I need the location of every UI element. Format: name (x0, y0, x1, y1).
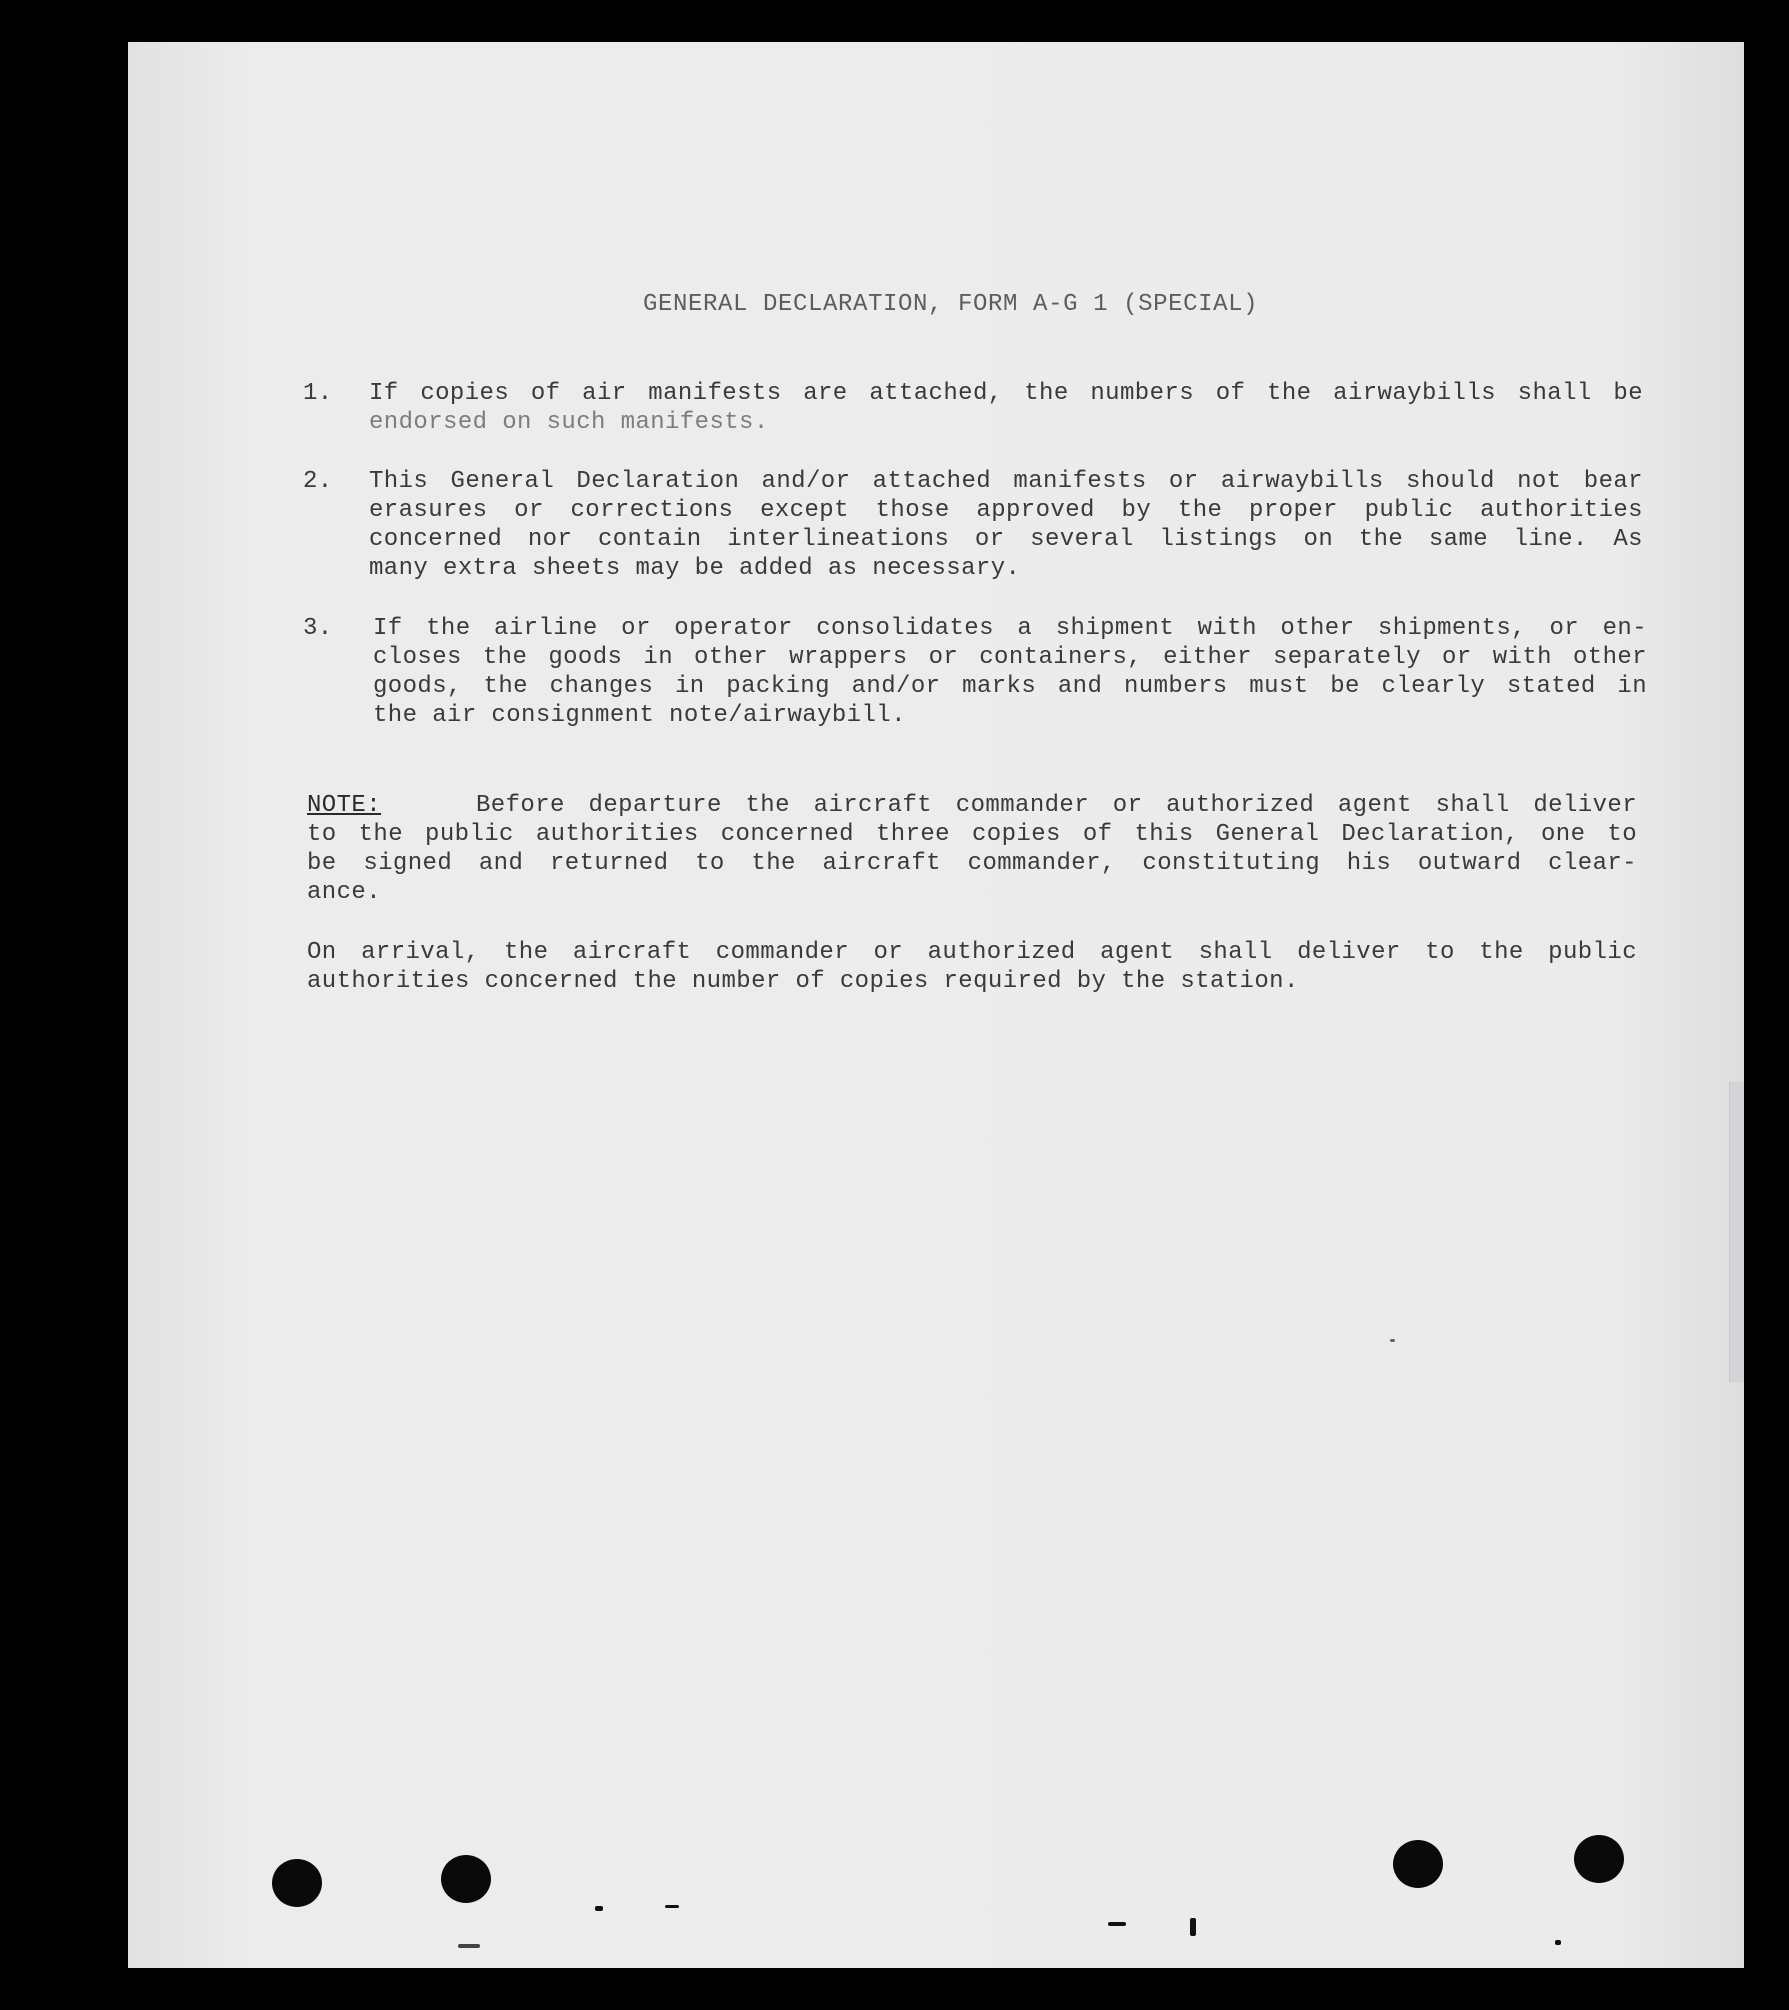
speck (595, 1906, 603, 1911)
item-number: 1. (303, 380, 333, 407)
item-line: endorsed on such manifests. (369, 409, 769, 436)
note-line: to the public authorities concerned three copies of this General Declaration, one to (307, 821, 1637, 848)
item-text (369, 467, 1643, 583)
speck (458, 1944, 480, 1948)
item-line: goods, the changes in packing and/or marks and numbers must be clearly stated in (373, 673, 1647, 700)
speck (1108, 1922, 1126, 1926)
list-item (303, 379, 1643, 439)
paper-sheet (128, 42, 1744, 1968)
paper-edge (1729, 1082, 1744, 1382)
speck (1390, 1339, 1395, 1342)
list-item (303, 614, 1647, 734)
item-line: If copies of air manifests are attached, the numbers of the airwaybills shall be (369, 380, 1643, 407)
item-line: If the airline or operator consolidates a shipment with other shipments, or en- (373, 615, 1647, 642)
speck (665, 1905, 679, 1908)
punch-hole (1393, 1840, 1443, 1888)
item-number: 3. (303, 615, 333, 642)
note-line: ance. (307, 879, 382, 906)
item-number: 2. (303, 468, 333, 495)
punch-hole (272, 1859, 322, 1907)
note-block (307, 791, 1637, 907)
note-label: NOTE: (307, 792, 382, 819)
note-line: be signed and returned to the aircraft commander, constituting his outward clear- (307, 850, 1637, 877)
arrival-line: authorities concerned the number of copies required by the station. (307, 968, 1299, 995)
item-line: many extra sheets may be added as necessary. (369, 555, 1021, 582)
item-line: This General Declaration and/or attached manifests or airwaybills should not bear (369, 468, 1643, 495)
list-item (303, 467, 1643, 587)
item-text (369, 379, 1643, 437)
arrival-line: On arrival, the aircraft commander or authorized agent shall deliver to the public (307, 939, 1637, 966)
item-line: concerned nor contain interlineations or several listings on the same line. As (369, 526, 1643, 553)
item-line: the air consignment note/airwaybill. (373, 702, 906, 729)
document-title: GENERAL DECLARATION, FORM A-G 1 (SPECIAL) (643, 291, 1259, 318)
note-first-line (307, 791, 1637, 820)
arrival-paragraph (307, 938, 1637, 996)
item-text (373, 614, 1647, 730)
note-text: Before departure the aircraft commander or authorized agent shall deliver (475, 792, 1637, 819)
punch-hole (441, 1855, 491, 1903)
item-line: closes the goods in other wrappers or containers, either separately or with other (373, 644, 1647, 671)
speck (1555, 1940, 1561, 1945)
punch-hole (1574, 1835, 1624, 1883)
speck (1190, 1918, 1196, 1936)
item-line: erasures or corrections except those approved by the proper public authorities (369, 497, 1643, 524)
